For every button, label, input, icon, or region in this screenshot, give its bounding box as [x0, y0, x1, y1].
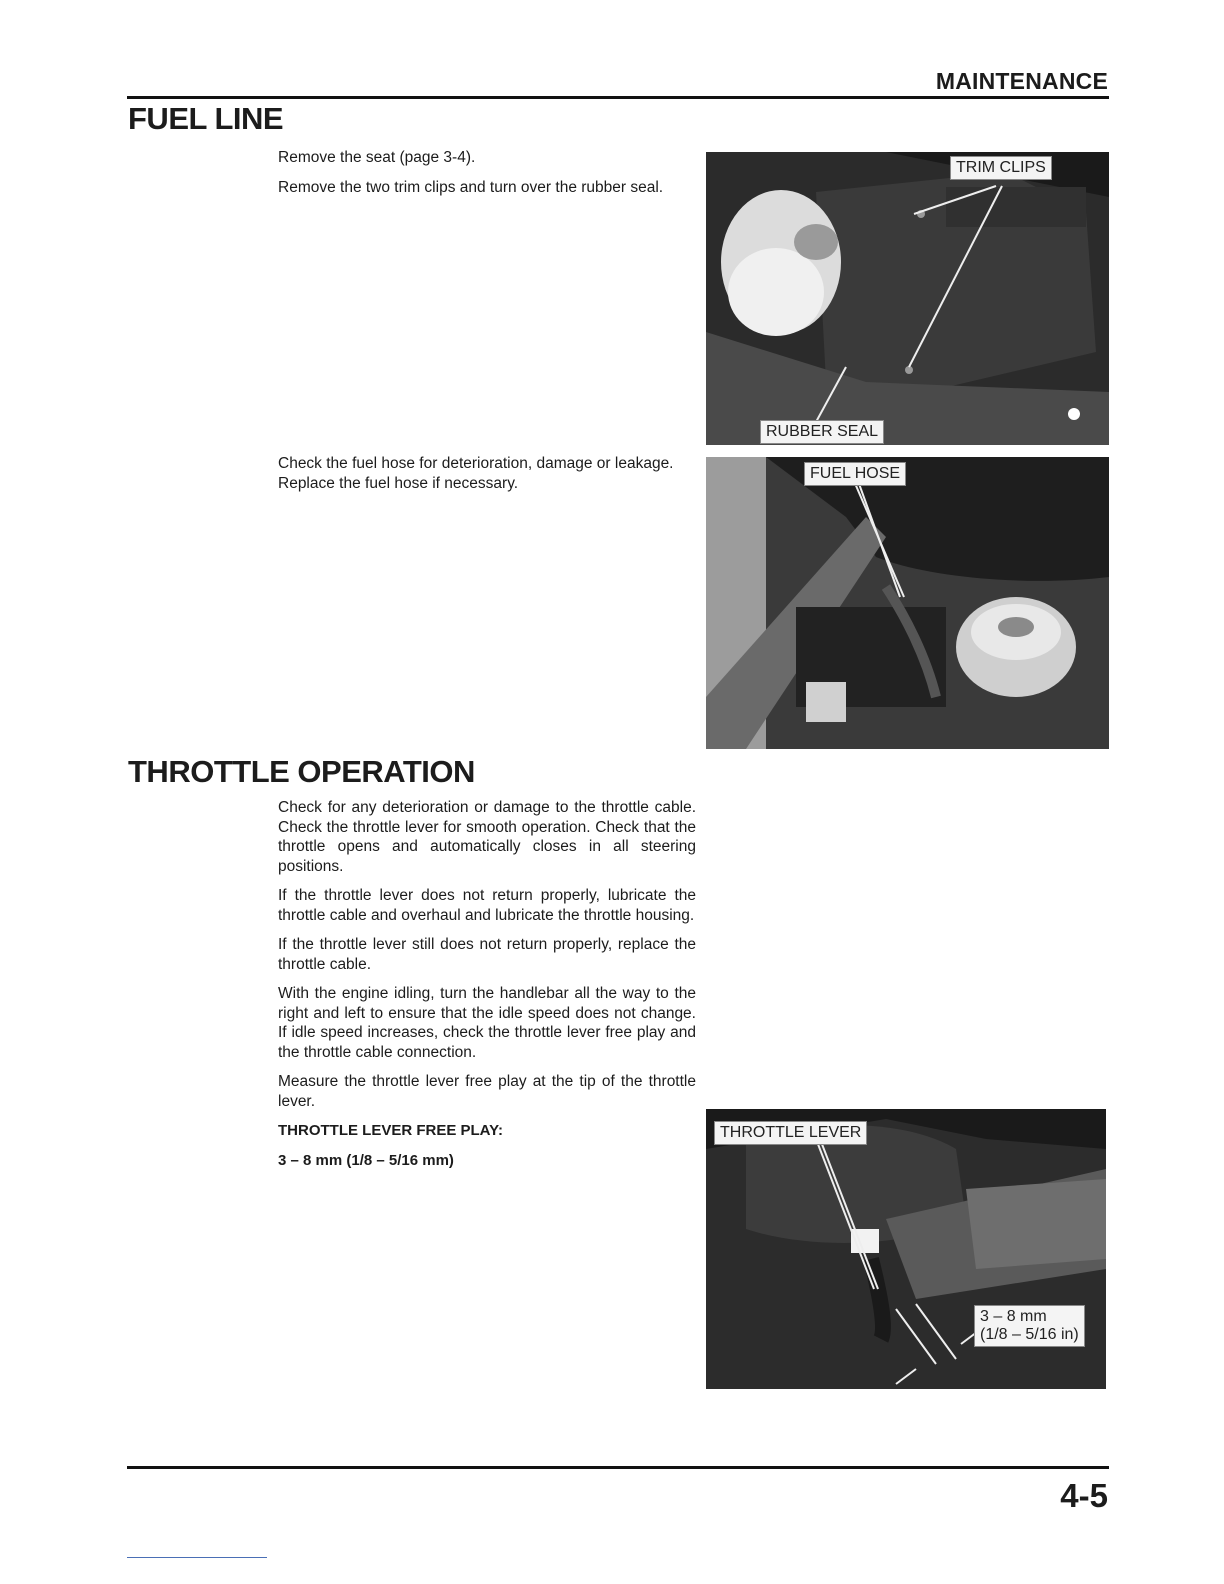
throttle-step-4: With the engine idling, turn the handlebar all the way to the right and left to ensure that the idle speed does not change. If idle speed increases, check the throttle lever free play and the throttle cable connection. [278, 985, 696, 1061]
rubber-seal-label: RUBBER SEAL [760, 420, 884, 444]
throttle-operation-title: THROTTLE OPERATION [128, 754, 475, 789]
free-play-measurement-in: (1/8 – 5/16 in) [980, 1326, 1079, 1343]
fuel-line-step-4: Replace the fuel hose if necessary. [278, 474, 519, 492]
trim-clips-photo-drawing [706, 152, 1109, 445]
fuel-line-text-1 [278, 148, 696, 207]
fuel-hose-photo [706, 457, 1109, 749]
throttle-lever-photo [706, 1109, 1106, 1389]
section-header: MAINTENANCE [935, 68, 1108, 94]
throttle-step-2: If the throttle lever does not return properly, lubricate the throttle cable and overhaul and lubricate the throttle housing. [278, 887, 696, 924]
throttle-step-5: Measure the throttle lever free play at the tip of the throttle lever. [278, 1073, 696, 1110]
throttle-step-1: Check for any deterioration or damage to the throttle cable. Check the throttle lever for smooth operation. Check that the throttle opens and automatically closes in all steering positions. [278, 799, 696, 875]
free-play-spec-value: 3 – 8 mm (1/8 – 5/16 mm) [278, 1151, 454, 1169]
throttle-lever-photo-drawing [706, 1109, 1106, 1389]
free-play-measurement-mm: 3 – 8 mm [980, 1308, 1047, 1325]
free-play-spec-title: THROTTLE LEVER FREE PLAY: [278, 1122, 504, 1139]
throttle-operation-text [278, 798, 696, 1180]
footnote-separator [127, 1557, 267, 1558]
throttle-step-3: If the throttle lever still does not return properly, replace the throttle cable. [278, 936, 696, 973]
fuel-hose-label: FUEL HOSE [804, 462, 906, 486]
free-play-measurement-label [974, 1305, 1085, 1347]
fuel-line-step-3: Check the fuel hose for deterioration, damage or leakage. [278, 455, 674, 472]
fuel-line-title: FUEL LINE [128, 101, 284, 136]
fuel-line-text-2 [278, 454, 696, 503]
throttle-lever-label: THROTTLE LEVER [714, 1121, 867, 1145]
header-rule [127, 96, 1109, 99]
page-number: 4-5 [1060, 1477, 1108, 1514]
fuel-line-step-1: Remove the seat (page 3-4). [278, 149, 476, 166]
trim-clips-photo [706, 152, 1109, 445]
trim-clips-label: TRIM CLIPS [950, 156, 1052, 180]
footer-rule [127, 1466, 1109, 1469]
fuel-hose-photo-drawing [706, 457, 1109, 749]
fuel-line-step-2: Remove the two trim clips and turn over the rubber seal. [278, 178, 664, 196]
